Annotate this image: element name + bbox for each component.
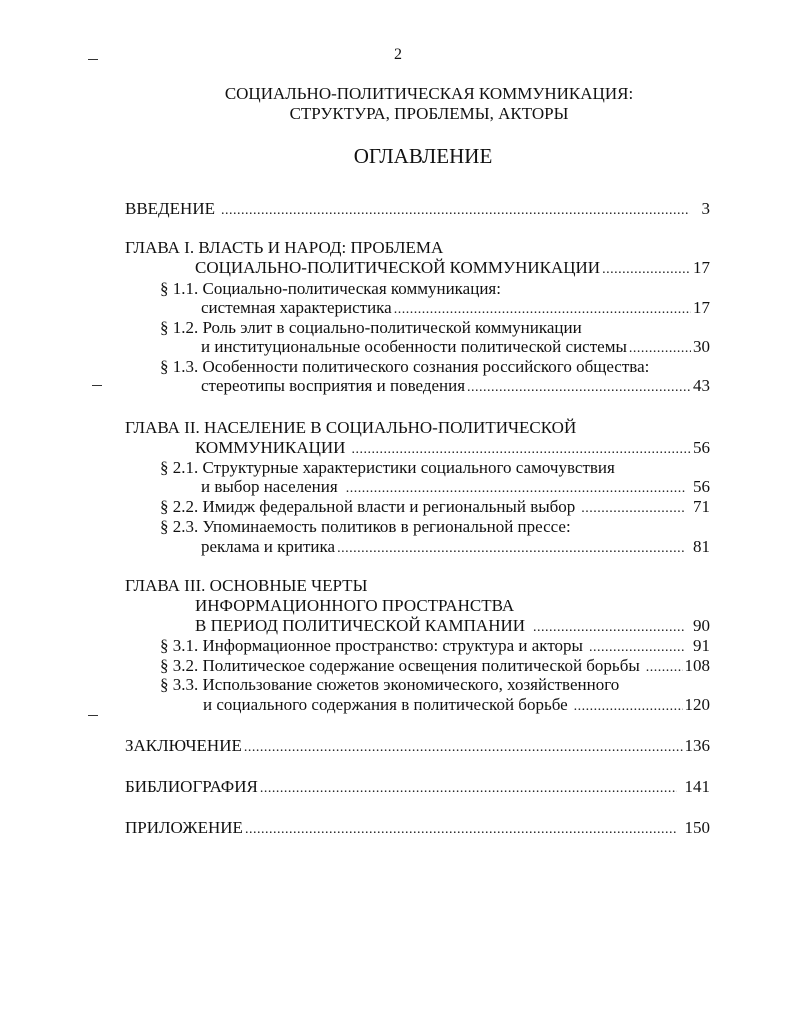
toc-page-number: 81	[693, 537, 710, 556]
toc-section-1-2[interactable]	[201, 337, 710, 358]
toc-section-2-2[interactable]	[160, 497, 710, 518]
toc-entry-label: реклама и критика	[201, 537, 336, 556]
dot-leader	[221, 201, 690, 220]
toc-page-number: 90	[693, 616, 710, 635]
toc-page-number: 150	[684, 818, 710, 837]
document-title	[0, 84, 796, 124]
toc-chapter-1-line-1[interactable]: ГЛАВА I. ВЛАСТЬ И НАРОД: ПРОБЛЕМА	[125, 238, 444, 257]
toc-entry-label: ПРИЛОЖЕНИЕ	[125, 818, 243, 837]
toc-entry-conclusion[interactable]	[125, 736, 710, 757]
dot-leader	[629, 339, 691, 358]
toc-section-3-2[interactable]	[160, 656, 710, 677]
title-line-1: СОЦИАЛЬНО-ПОЛИТИЧЕСКАЯ КОММУНИКАЦИЯ:	[224, 84, 634, 103]
toc-chapter-3-line-2[interactable]: ИНФОРМАЦИОННОГО ПРОСТРАНСТВА	[195, 596, 515, 615]
toc-entry-intro[interactable]	[125, 199, 710, 220]
toc-page-number: 3	[701, 199, 710, 218]
toc-section-1-3-line-1[interactable]: § 1.3. Особенности политического сознания российского общества:	[160, 357, 650, 376]
toc-entry-label: и институциональные особенности политической системы	[201, 337, 627, 356]
dot-leader	[260, 779, 677, 798]
toc-chapter-1[interactable]	[195, 258, 710, 279]
toc-page-number: 71	[693, 497, 710, 516]
dot-leader	[351, 440, 691, 459]
toc-section-3-1[interactable]	[160, 636, 710, 657]
dot-leader	[346, 479, 685, 498]
page-number: 2	[394, 46, 402, 63]
toc-entry-label: В ПЕРИОД ПОЛИТИЧЕСКОЙ КАМПАНИИ	[195, 616, 526, 635]
toc-page-number: 17	[693, 258, 710, 277]
toc-page-number: 56	[693, 438, 710, 457]
toc-chapter-3[interactable]	[195, 616, 710, 637]
toc-entry-label: БИБЛИОГРАФИЯ	[125, 777, 258, 796]
dot-leader	[467, 378, 691, 397]
toc-section-1-1-line-1[interactable]: § 1.1. Социально-политическая коммуникация:	[160, 279, 501, 298]
toc-chapter-2[interactable]	[195, 438, 710, 459]
toc-entry-label: и социального содержания в политической борьбе	[203, 695, 568, 714]
toc-heading: ОГЛАВЛЕНИЕ	[353, 144, 493, 168]
toc-section-1-2-line-1[interactable]: § 1.2. Роль элит в социально-политической коммуникации	[160, 318, 582, 337]
toc-section-1-3[interactable]	[201, 376, 710, 397]
toc-section-1-1[interactable]	[201, 298, 710, 319]
dot-leader	[244, 738, 683, 757]
toc-entry-label: стереотипы восприятия и поведения	[201, 376, 466, 395]
toc-section-2-1[interactable]	[201, 477, 710, 498]
toc-page-number: 17	[693, 298, 710, 317]
dot-leader	[602, 260, 691, 279]
toc-section-3-3[interactable]	[203, 695, 710, 716]
toc-page-number: 136	[684, 736, 710, 755]
toc-entry-label: § 3.2. Политическое содержание освещения политической борьбы	[160, 656, 640, 675]
toc-page-number: 141	[684, 777, 710, 796]
toc-page-number: 120	[684, 695, 710, 714]
toc-page-number: 30	[693, 337, 710, 356]
toc-entry-label: ВВЕДЕНИЕ	[125, 199, 215, 218]
toc-section-3-3-line-1[interactable]: § 3.3. Использование сюжетов экономического, хозяйственного	[160, 675, 620, 694]
dot-leader	[533, 618, 685, 637]
dot-leader	[337, 539, 685, 558]
toc-chapter-2-line-1[interactable]: ГЛАВА II. НАСЕЛЕНИЕ В СОЦИАЛЬНО-ПОЛИТИЧЕСКОЙ	[125, 418, 577, 437]
toc-entry-label: системная характеристика	[201, 298, 392, 317]
toc-page-number: 56	[693, 477, 710, 496]
title-line-2: СТРУКТУРА, ПРОБЛЕМЫ, АКТОРЫ	[289, 104, 569, 123]
toc-section-2-3[interactable]	[201, 537, 710, 558]
toc-page-number: 108	[684, 656, 710, 675]
scan-margin-mark	[92, 385, 102, 386]
toc-chapter-3-line-1[interactable]: ГЛАВА III. ОСНОВНЫЕ ЧЕРТЫ	[125, 576, 368, 595]
toc-entry-label: § 3.1. Информационное пространство: структура и акторы	[160, 636, 583, 655]
dot-leader	[646, 658, 683, 677]
toc-entry-bibliography[interactable]	[125, 777, 710, 798]
toc-page-number: 91	[693, 636, 710, 655]
toc-entry-label: ЗАКЛЮЧЕНИЕ	[125, 736, 242, 755]
toc-entry-label: и выбор населения	[201, 477, 338, 496]
dot-leader	[245, 820, 677, 839]
toc-section-2-3-line-1[interactable]: § 2.3. Упоминаемость политиков в региональной прессе:	[160, 517, 571, 536]
toc-entry-label: СОЦИАЛЬНО-ПОЛИТИЧЕСКОЙ КОММУНИКАЦИИ	[195, 258, 601, 277]
dot-leader	[574, 697, 683, 716]
dot-leader	[581, 499, 685, 518]
toc-entry-appendix[interactable]	[125, 818, 710, 839]
dot-leader	[589, 638, 685, 657]
toc-entry-label: § 2.2. Имидж федеральной власти и региональный выбор	[160, 497, 576, 516]
dot-leader	[394, 300, 691, 319]
scan-margin-mark	[88, 715, 98, 716]
toc-section-2-1-line-1[interactable]: § 2.1. Структурные характеристики социального самочувствия	[160, 458, 615, 477]
toc-entry-label: КОММУНИКАЦИИ	[195, 438, 346, 457]
toc-page-number: 43	[693, 376, 710, 395]
